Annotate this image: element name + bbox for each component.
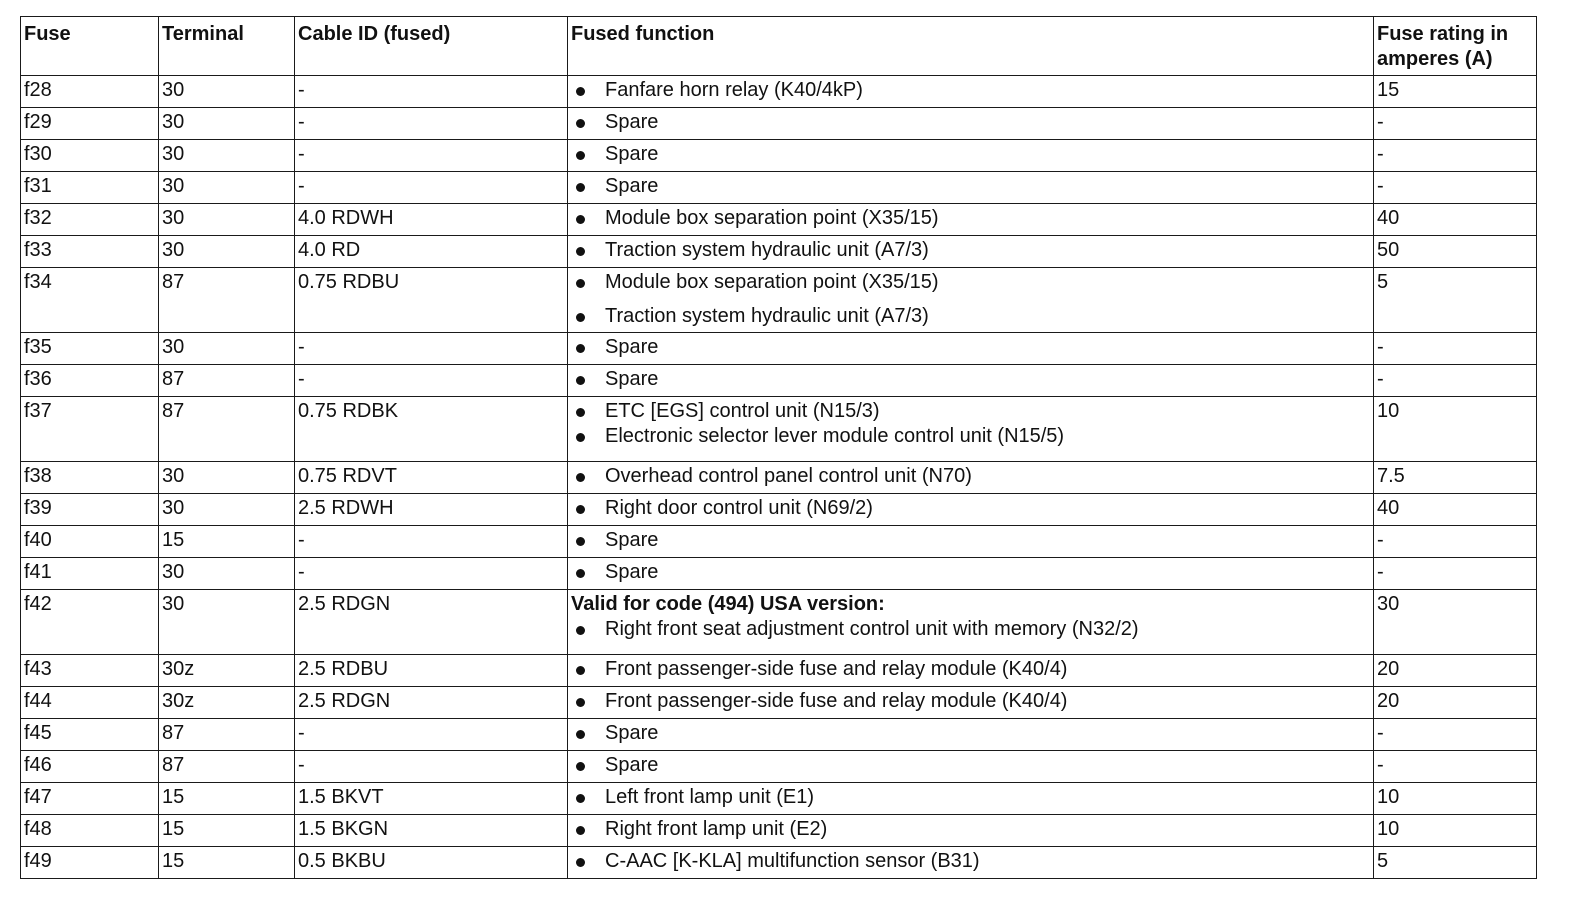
fuse-rating-cell: -	[1374, 108, 1537, 140]
table-row	[21, 558, 1537, 590]
function-item	[571, 399, 1370, 424]
function-text: Right front lamp unit (E2)	[605, 818, 828, 840]
bullet-icon	[571, 753, 605, 778]
terminal-cell: 30	[159, 333, 295, 365]
function-text: Module box separation point (X35/15)	[605, 207, 939, 229]
bullet-icon	[571, 78, 605, 103]
table-row	[21, 494, 1537, 526]
fused-function-cell	[568, 590, 1374, 655]
fuse-rating-cell: -	[1374, 719, 1537, 751]
function-heading: Valid for code (494) USA version:	[571, 593, 885, 615]
table-body	[21, 76, 1537, 879]
bullet-icon	[571, 110, 605, 135]
bullet-icon	[571, 399, 605, 424]
fused-function-cell	[568, 815, 1374, 847]
fuse-cell: f31	[21, 172, 159, 204]
terminal-cell: 15	[159, 815, 295, 847]
fuse-cell: f35	[21, 333, 159, 365]
function-item	[571, 174, 1370, 199]
bullet-icon	[571, 617, 605, 642]
fuse-rating-cell: -	[1374, 526, 1537, 558]
function-text: Front passenger-side fuse and relay module (K40/4)	[605, 658, 1068, 680]
function-item	[571, 849, 1370, 874]
cable-id-cell: 0.75 RDVT	[295, 462, 568, 494]
fused-function-cell	[568, 494, 1374, 526]
terminal-cell: 87	[159, 268, 295, 333]
function-text: Spare	[605, 529, 659, 551]
function-text: ETC [EGS] control unit (N15/3)	[605, 400, 880, 422]
function-item	[571, 817, 1370, 842]
fuse-cell: f28	[21, 76, 159, 108]
fuse-rating-cell: 10	[1374, 815, 1537, 847]
bullet-icon	[571, 424, 605, 449]
table-row	[21, 751, 1537, 783]
cable-id-cell: 0.75 RDBK	[295, 397, 568, 462]
table-row	[21, 590, 1537, 655]
fuse-cell: f39	[21, 494, 159, 526]
fuse-rating-cell: -	[1374, 140, 1537, 172]
terminal-cell: 30	[159, 172, 295, 204]
fuse-rating-cell: 15	[1374, 76, 1537, 108]
cable-id-cell: 0.5 BKBU	[295, 847, 568, 879]
bullet-icon	[571, 174, 605, 199]
cable-id-cell: -	[295, 751, 568, 783]
fuse-cell: f42	[21, 590, 159, 655]
function-item	[571, 657, 1370, 682]
cable-id-cell: 1.5 BKVT	[295, 783, 568, 815]
cable-id-cell: -	[295, 108, 568, 140]
cable-id-cell: -	[295, 558, 568, 590]
fused-function-cell	[568, 108, 1374, 140]
fuse-rating-cell: 20	[1374, 687, 1537, 719]
fuse-cell: f32	[21, 204, 159, 236]
bullet-icon	[571, 270, 605, 295]
fused-function-cell	[568, 751, 1374, 783]
terminal-cell: 87	[159, 365, 295, 397]
function-item	[571, 464, 1370, 489]
function-item	[571, 689, 1370, 714]
fused-function-cell	[568, 76, 1374, 108]
table-row	[21, 655, 1537, 687]
table-row	[21, 783, 1537, 815]
function-text: Spare	[605, 722, 659, 744]
cable-id-cell: -	[295, 526, 568, 558]
bullet-icon	[571, 560, 605, 585]
table-row	[21, 526, 1537, 558]
function-text: Right door control unit (N69/2)	[605, 497, 873, 519]
function-text: Spare	[605, 754, 659, 776]
fused-function-cell	[568, 847, 1374, 879]
terminal-cell: 30	[159, 108, 295, 140]
bullet-icon	[571, 367, 605, 392]
terminal-cell: 30	[159, 204, 295, 236]
cable-id-cell: 0.75 RDBU	[295, 268, 568, 333]
terminal-cell: 15	[159, 783, 295, 815]
fuse-cell: f46	[21, 751, 159, 783]
fuse-cell: f47	[21, 783, 159, 815]
function-text: C-AAC [K-KLA] multifunction sensor (B31)	[605, 850, 980, 872]
function-item	[571, 78, 1370, 103]
function-item	[571, 617, 1370, 642]
fused-function-cell	[568, 140, 1374, 172]
table-row	[21, 847, 1537, 879]
table-row	[21, 172, 1537, 204]
function-text: Electronic selector lever module control unit (N15/5)	[605, 425, 1065, 447]
cable-id-cell: -	[295, 76, 568, 108]
function-item	[571, 560, 1370, 585]
cable-id-cell: 2.5 RDWH	[295, 494, 568, 526]
fused-function-cell	[568, 333, 1374, 365]
fuse-rating-cell: -	[1374, 751, 1537, 783]
fuse-cell: f33	[21, 236, 159, 268]
fuse-cell: f40	[21, 526, 159, 558]
terminal-cell: 87	[159, 719, 295, 751]
fuse-cell: f38	[21, 462, 159, 494]
header-terminal: Terminal	[159, 17, 295, 76]
table-row	[21, 687, 1537, 719]
terminal-cell: 30	[159, 558, 295, 590]
fuse-cell: f37	[21, 397, 159, 462]
function-item	[571, 270, 1370, 295]
bullet-icon	[571, 721, 605, 746]
fuse-cell: f48	[21, 815, 159, 847]
fused-function-cell	[568, 655, 1374, 687]
terminal-cell: 30z	[159, 655, 295, 687]
fused-function-cell	[568, 783, 1374, 815]
cable-id-cell: 2.5 RDGN	[295, 687, 568, 719]
function-text: Left front lamp unit (E1)	[605, 786, 814, 808]
function-text: Module box separation point (X35/15)	[605, 271, 939, 293]
bullet-icon	[571, 464, 605, 489]
fuse-rating-cell: -	[1374, 172, 1537, 204]
fuse-rating-cell: 7.5	[1374, 462, 1537, 494]
header-fuse-rating: Fuse rating in amperes (A)	[1374, 17, 1537, 76]
fused-function-cell	[568, 687, 1374, 719]
fuse-rating-cell: 5	[1374, 847, 1537, 879]
cable-id-cell: -	[295, 172, 568, 204]
terminal-cell: 15	[159, 847, 295, 879]
bullet-icon	[571, 496, 605, 521]
cable-id-cell: -	[295, 719, 568, 751]
fused-function-cell	[568, 719, 1374, 751]
function-item	[571, 785, 1370, 810]
function-text: Spare	[605, 368, 659, 390]
bullet-icon	[571, 689, 605, 714]
fuse-rating-cell: 10	[1374, 783, 1537, 815]
bullet-icon	[571, 785, 605, 810]
fuse-rating-cell: 40	[1374, 494, 1537, 526]
function-text: Front passenger-side fuse and relay module (K40/4)	[605, 690, 1068, 712]
table-row	[21, 236, 1537, 268]
header-cable-id: Cable ID (fused)	[295, 17, 568, 76]
cable-id-cell: 4.0 RDWH	[295, 204, 568, 236]
cable-id-cell: 2.5 RDBU	[295, 655, 568, 687]
function-item	[571, 528, 1370, 553]
fuse-cell: f44	[21, 687, 159, 719]
header-row	[21, 17, 1537, 76]
cable-id-cell: -	[295, 333, 568, 365]
bullet-icon	[571, 528, 605, 553]
function-text: Traction system hydraulic unit (A7/3)	[605, 305, 929, 327]
function-item	[571, 753, 1370, 778]
function-item	[571, 238, 1370, 263]
bullet-icon	[571, 238, 605, 263]
fused-function-cell	[568, 558, 1374, 590]
function-text: Right front seat adjustment control unit with memory (N32/2)	[605, 618, 1139, 640]
terminal-cell: 15	[159, 526, 295, 558]
function-item	[571, 304, 1370, 329]
function-item	[571, 496, 1370, 521]
fused-function-cell	[568, 236, 1374, 268]
terminal-cell: 87	[159, 751, 295, 783]
bullet-icon	[571, 657, 605, 682]
table-row	[21, 397, 1537, 462]
fused-function-cell	[568, 462, 1374, 494]
terminal-cell: 30	[159, 236, 295, 268]
function-text: Spare	[605, 111, 659, 133]
terminal-cell: 30	[159, 76, 295, 108]
function-item	[571, 110, 1370, 135]
bullet-icon	[571, 304, 605, 329]
function-text: Spare	[605, 175, 659, 197]
fused-function-cell	[568, 526, 1374, 558]
function-item	[571, 721, 1370, 746]
table-row	[21, 268, 1537, 333]
fuse-rating-cell: 40	[1374, 204, 1537, 236]
terminal-cell: 30	[159, 462, 295, 494]
cable-id-cell: -	[295, 365, 568, 397]
bullet-icon	[571, 142, 605, 167]
function-text: Spare	[605, 561, 659, 583]
function-item	[571, 206, 1370, 231]
bullet-icon	[571, 817, 605, 842]
bullet-icon	[571, 335, 605, 360]
function-item	[571, 424, 1370, 449]
function-text: Fanfare horn relay (K40/4kP)	[605, 79, 863, 101]
table-row	[21, 333, 1537, 365]
table-row	[21, 108, 1537, 140]
table-row	[21, 204, 1537, 236]
function-item	[571, 367, 1370, 392]
cable-id-cell: 1.5 BKGN	[295, 815, 568, 847]
fuse-rating-cell: -	[1374, 558, 1537, 590]
table-row	[21, 76, 1537, 108]
fuse-cell: f30	[21, 140, 159, 172]
fuse-cell: f43	[21, 655, 159, 687]
fuse-rating-cell: 20	[1374, 655, 1537, 687]
fused-function-cell	[568, 397, 1374, 462]
table-row	[21, 719, 1537, 751]
bullet-icon	[571, 206, 605, 231]
terminal-cell: 30	[159, 590, 295, 655]
fuse-cell: f29	[21, 108, 159, 140]
terminal-cell: 30	[159, 140, 295, 172]
fuse-cell: f34	[21, 268, 159, 333]
fused-function-cell	[568, 365, 1374, 397]
bullet-icon	[571, 849, 605, 874]
fuse-rating-cell: 10	[1374, 397, 1537, 462]
cable-id-cell: -	[295, 140, 568, 172]
fuse-rating-cell: -	[1374, 365, 1537, 397]
terminal-cell: 30	[159, 494, 295, 526]
fuse-cell: f49	[21, 847, 159, 879]
fuse-cell: f41	[21, 558, 159, 590]
terminal-cell: 30z	[159, 687, 295, 719]
table-row	[21, 365, 1537, 397]
header-fuse: Fuse	[21, 17, 159, 76]
terminal-cell: 87	[159, 397, 295, 462]
fuse-rating-cell: -	[1374, 333, 1537, 365]
function-item	[571, 335, 1370, 360]
fuse-rating-cell: 5	[1374, 268, 1537, 333]
fuse-cell: f45	[21, 719, 159, 751]
fuse-cell: f36	[21, 365, 159, 397]
header-fused-function: Fused function	[568, 17, 1374, 76]
function-text: Overhead control panel control unit (N70)	[605, 465, 972, 487]
function-text: Spare	[605, 143, 659, 165]
fused-function-cell	[568, 204, 1374, 236]
cable-id-cell: 2.5 RDGN	[295, 590, 568, 655]
fused-function-cell	[568, 268, 1374, 333]
cable-id-cell: 4.0 RD	[295, 236, 568, 268]
table-row	[21, 140, 1537, 172]
function-item	[571, 142, 1370, 167]
fuse-rating-cell: 30	[1374, 590, 1537, 655]
fused-function-cell	[568, 172, 1374, 204]
fuse-rating-cell: 50	[1374, 236, 1537, 268]
function-text: Traction system hydraulic unit (A7/3)	[605, 239, 929, 261]
table-row	[21, 462, 1537, 494]
function-text: Spare	[605, 336, 659, 358]
fuse-table	[20, 16, 1537, 879]
table-row	[21, 815, 1537, 847]
